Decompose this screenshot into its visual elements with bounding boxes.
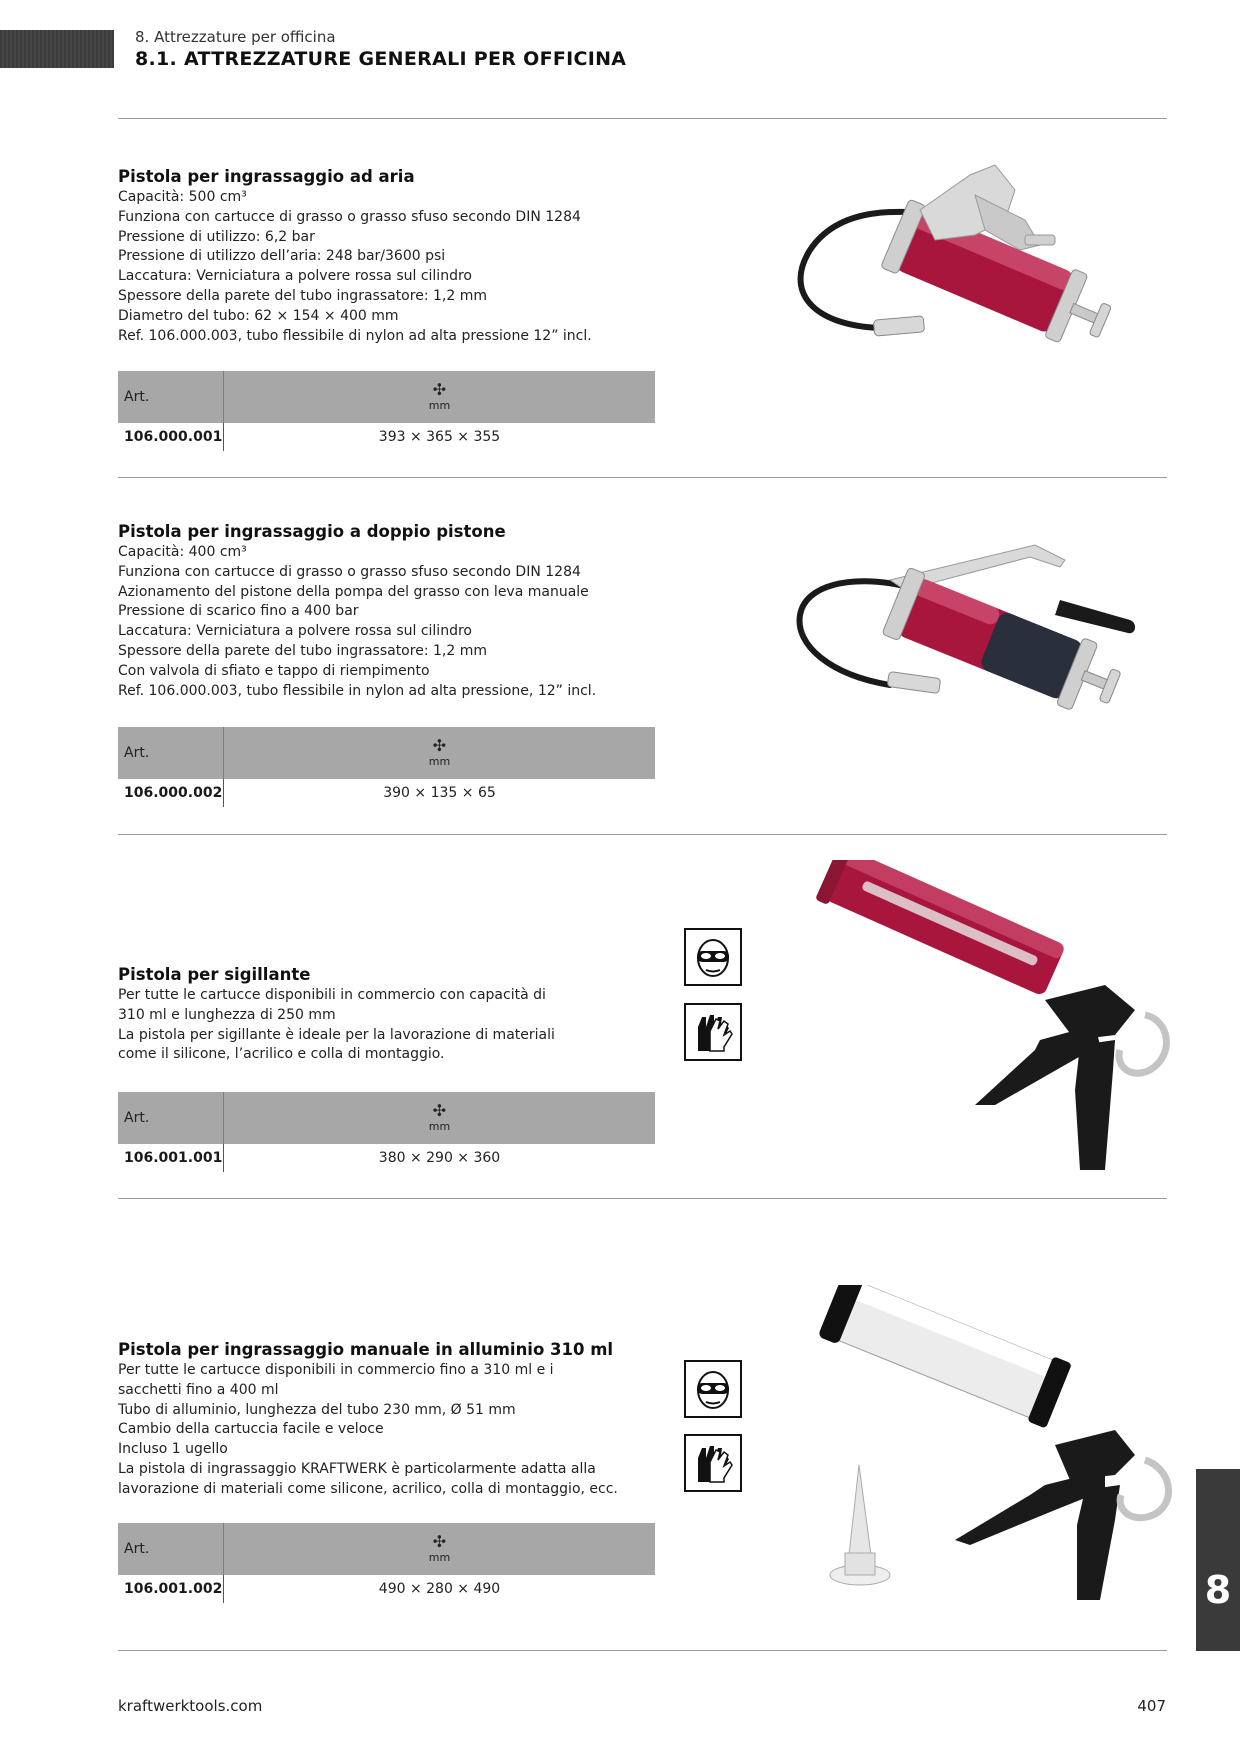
product-double-piston-grease-gun (118, 522, 658, 701)
dimensions-icon: ✣ (432, 380, 447, 399)
table-row (118, 1144, 655, 1172)
divider (118, 477, 1167, 478)
footer-website[interactable]: kraftwerktools.com (118, 1697, 263, 1715)
spec-table (118, 1523, 655, 1603)
spec-line: Per tutte le cartucce disponibili in commercio fino a 310 ml e i (118, 1362, 554, 1378)
product-title: Pistola per ingrassaggio manuale in alluminio 310 ml (118, 1340, 614, 1359)
product-aluminium-manual-gun (118, 1340, 658, 1500)
dimensions-header (224, 371, 655, 423)
dimensions-value: 390 × 135 × 65 (383, 785, 496, 801)
spec-line: sacchetti fino a 400 ml (118, 1381, 279, 1398)
article-number: 106.000.002 (118, 779, 224, 807)
art-header: Art. (118, 727, 224, 779)
product-sealant-gun (118, 965, 658, 1065)
unit-label: mm (428, 755, 451, 768)
spec-table (118, 727, 655, 807)
dimensions-header (224, 1092, 655, 1144)
dimensions-value: 393 × 365 × 355 (378, 429, 501, 445)
product-title: Pistola per ingrassaggio ad aria (118, 167, 415, 186)
spec-line: Diametro del tubo: 62 × 154 × 400 mm (118, 307, 399, 324)
spec-line: Laccatura: Verniciatura a polvere rossa sul cilindro (118, 623, 472, 640)
art-header: Art. (118, 1092, 224, 1144)
spec-line: Ref. 106.000.003, tubo flessibile di nylon ad alta pressione 12” incl. (118, 327, 592, 344)
spec-line: Spessore della parete del tubo ingrassatore: 1,2 mm (118, 642, 487, 659)
spec-table (118, 371, 655, 451)
unit-label: mm (428, 1551, 451, 1564)
aluminium-gun-image (815, 1285, 1185, 1605)
page-number: 407 (1137, 1697, 1166, 1715)
chapter-number: 8 (1204, 1568, 1232, 1612)
sealant-gun-image (815, 860, 1180, 1170)
breadcrumb: 8. Attrezzature per officina (135, 28, 336, 46)
table-header (118, 1092, 655, 1144)
product-title: Pistola per ingrassaggio a doppio pistone (118, 522, 506, 541)
header-bar (0, 30, 114, 68)
table-header (118, 371, 655, 423)
spec-line: Cambio della cartuccia facile e veloce (118, 1421, 384, 1438)
table-row (118, 423, 655, 451)
air-grease-gun-image (770, 150, 1165, 390)
spec-line: Capacità: 400 cm³ (118, 544, 247, 560)
art-header: Art. (118, 371, 224, 423)
unit-label: mm (428, 399, 451, 412)
spec-line: Laccatura: Verniciatura a polvere rossa sul cilindro (118, 268, 472, 285)
spec-line: Funziona con cartucce di grasso o grasso sfuso secondo DIN 1284 (118, 563, 581, 580)
article-number: 106.000.001 (118, 423, 224, 451)
spec-line: Per tutte le cartucce disponibili in commercio con capacità di (118, 987, 546, 1003)
product-title: Pistola per sigillante (118, 965, 311, 984)
dimensions-value: 490 × 280 × 490 (378, 1581, 501, 1597)
dimensions-icon: ✣ (432, 1101, 447, 1120)
spec-line: Pressione di scarico fino a 400 bar (118, 603, 359, 620)
spec-line: lavorazione di materiali come silicone, acrilico, colla di montaggio, ecc. (118, 1480, 618, 1497)
protective-gloves-icon (684, 1003, 742, 1061)
divider (118, 118, 1167, 119)
article-number: 106.001.001 (118, 1144, 224, 1172)
table-row (118, 1575, 655, 1603)
dimensions-value: 380 × 290 × 360 (378, 1150, 501, 1166)
unit-label: mm (428, 1120, 451, 1133)
dimensions-header (224, 1523, 655, 1575)
spec-line: La pistola di ingrassaggio KRAFTWERK è particolarmente adatta alla (118, 1460, 596, 1477)
spec-line: Tubo di alluminio, lunghezza del tubo 230 mm, Ø 51 mm (118, 1401, 516, 1418)
chapter-tab[interactable] (1196, 1469, 1240, 1651)
spec-line: Incluso 1 ugello (118, 1441, 228, 1458)
spec-line: come il silicone, l’acrilico e colla di montaggio. (118, 1046, 445, 1063)
spec-line: Pressione di utilizzo dell’aria: 248 bar/3600 psi (118, 248, 446, 265)
safety-goggles-icon (684, 1360, 742, 1418)
table-row (118, 779, 655, 807)
spec-line: La pistola per sigillante è ideale per la lavorazione di materiali (118, 1026, 555, 1043)
protective-gloves-icon (684, 1434, 742, 1492)
divider (118, 1650, 1167, 1651)
table-header (118, 1523, 655, 1575)
dimensions-header (224, 727, 655, 779)
article-number: 106.001.002 (118, 1575, 224, 1603)
divider (118, 1198, 1167, 1199)
spec-line: 310 ml e lunghezza di 250 mm (118, 1006, 336, 1023)
dimensions-icon: ✣ (432, 736, 447, 755)
divider (118, 834, 1167, 835)
spec-line: Azionamento del pistone della pompa del grasso con leva manuale (118, 583, 589, 600)
table-header (118, 727, 655, 779)
art-header: Art. (118, 1523, 224, 1575)
dimensions-icon: ✣ (432, 1532, 447, 1551)
double-piston-grease-gun-image (780, 535, 1165, 745)
spec-line: Pressione di utilizzo: 6,2 bar (118, 228, 315, 245)
product-air-grease-gun (118, 167, 658, 346)
spec-table (118, 1092, 655, 1172)
page-title: 8.1. ATTREZZATURE GENERALI PER OFFICINA (135, 48, 627, 70)
spec-line: Spessore della parete del tubo ingrassatore: 1,2 mm (118, 287, 487, 304)
safety-goggles-icon (684, 928, 742, 986)
spec-line: Capacità: 500 cm³ (118, 189, 247, 205)
spec-line: Ref. 106.000.003, tubo flessibile in nylon ad alta pressione, 12” incl. (118, 682, 597, 699)
spec-line: Funziona con cartucce di grasso o grasso sfuso secondo DIN 1284 (118, 208, 581, 225)
spec-line: Con valvola di sfiato e tappo di riempimento (118, 662, 430, 679)
